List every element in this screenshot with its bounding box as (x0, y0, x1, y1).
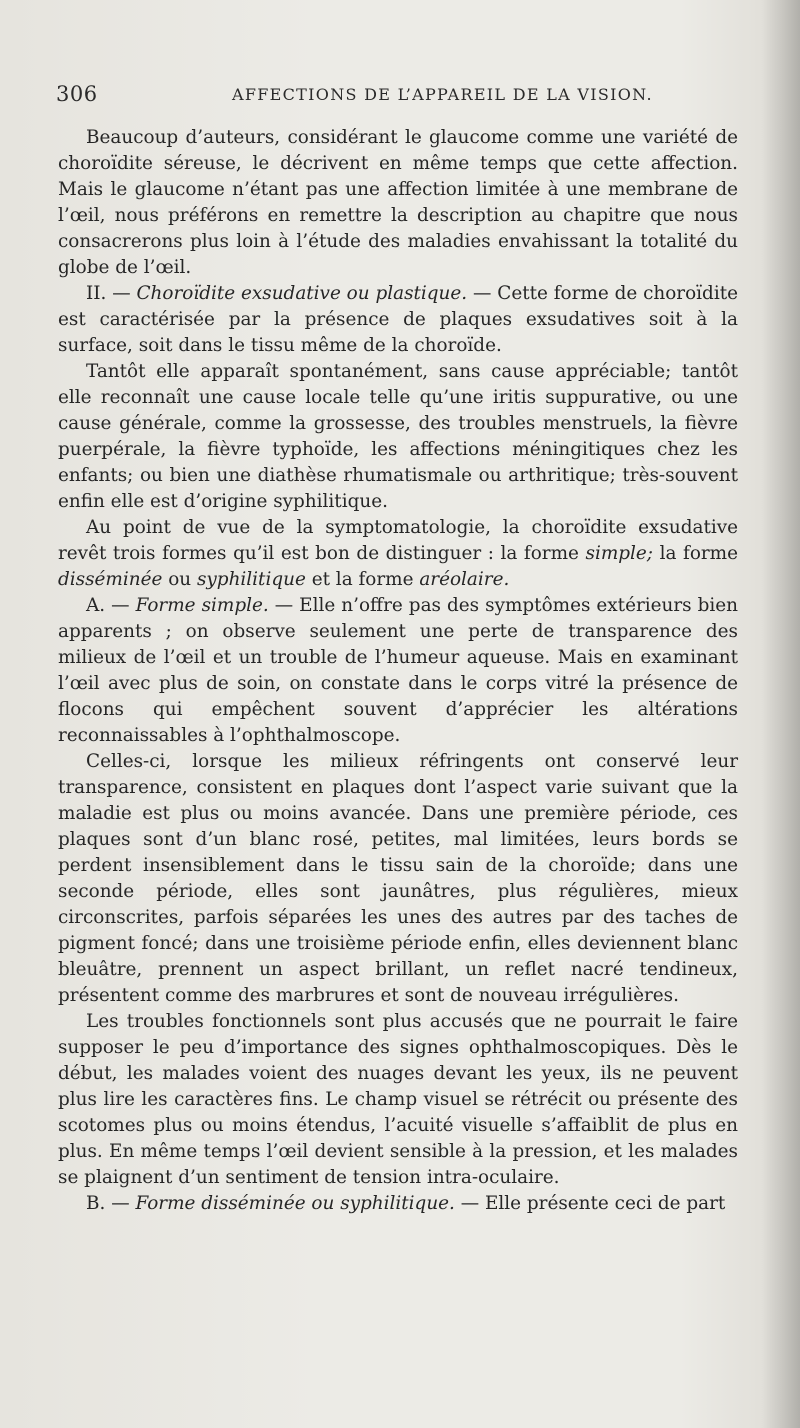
text-run: ou (162, 569, 197, 590)
italic-text-run: Choroïdite exsudative ou plastique. (136, 283, 468, 304)
paragraph-forme-simple (58, 593, 738, 749)
italic-text-run: aréolaire. (419, 569, 510, 590)
text-run: et la forme (305, 569, 420, 590)
text-run: Celles-ci, lorsque les milieux réfringents ont conservé leur transparence, consistent en plaques dont l’aspect varie suivant que la maladie est plus ou moins avancée. Dans une première période, ces plaques sont d’un blanc rosé, petites, mal limitées, leurs bords se perdent insensiblement dans le tissu sain de la choroïde; dans une seconde période, elles sont jaunâtres, plus régulières, mieux circonscrites, parfois séparées les unes des autres par des taches de pigment foncé; dans une troisième période enfin, elles deviennent blanc bleuâtre, prennent un aspect brillant, un reflet nacré tendineux, présentent comme des marbrures et sont de nouveau irrégulières. (58, 751, 738, 1006)
italic-text-run: simple; (585, 543, 654, 564)
text-run: A. — (86, 595, 136, 616)
page-number: 306 (56, 82, 98, 106)
text-run: — Elle n’offre pas des symptômes extérieurs bien apparents ; on observe seulement une perte de transparence des milieux de l’œil et un trouble de l’humeur aqueuse. Mais en examinant l’œil avec plus de soin, on constate dans le corps vitré la présence de flocons qui empêchent souvent d’apprécier les altérations reconnaissables à l’ophthalmoscope. (58, 595, 738, 746)
paragraph-trois-formes (58, 515, 738, 593)
paragraph-plaques (58, 749, 738, 1009)
text-run: Tantôt elle apparaît spontanément, sans cause appréciable; tantôt elle reconnaît une cause locale telle qu’une iritis suppurative, ou une cause générale, comme la grossesse, des troubles menstruels, la fièvre puerpérale, la fièvre typhoïde, les affections méningitiques chez les enfants; ou bien une diathèse rhumatismale ou arthritique; très-souvent enfin elle est d’origine syphilitique. (58, 361, 738, 512)
text-run: — Elle présente ceci de part (454, 1193, 726, 1214)
italic-text-run: Forme disséminée ou syphilitique. (135, 1193, 455, 1214)
running-head: AFFECTIONS DE L’APPAREIL DE LA VISION. (232, 85, 653, 104)
paragraph-forme-disseminee (58, 1191, 738, 1217)
text-run: Au point de vue de la symptomatologie, la choroïdite exsudative revêt trois formes qu’il est bon de distinguer : la forme (58, 517, 738, 564)
text-run: B. — (86, 1193, 136, 1214)
page-header (56, 82, 756, 112)
paragraph-troubles-fonctionnels (58, 1009, 738, 1191)
text-run: — Cette forme de choroïdite est caractérisée par la présence de plaques exsudatives soit à la surface, soit dans le tissu même de la choroïde. (58, 283, 738, 356)
page-gutter-shadow (762, 0, 800, 1428)
text-run: Beaucoup d’auteurs, considérant le glaucome comme une variété de choroïdite séreuse, le décrivent en même temps que cette affection. Mais le glaucome n’étant pas une affection limitée à une membrane de l’œil, nous préférons en remettre la description au chapitre que nous consacrerons plus loin à l’étude des maladies envahissant la totalité du globe de l’œil. (58, 127, 738, 278)
text-run: Les troubles fonctionnels sont plus accusés que ne pourrait le faire supposer le peu d’importance des signes ophthalmoscopiques. Dès le début, les malades voient des nuages devant les yeux, ils ne peuvent plus lire les caractères fins. Le champ visuel se rétrécit ou présente des scotomes plus ou moins étendus, l’acuité visuelle s’affaiblit de plus en plus. En même temps l’œil devient sensible à la pression, et les malades se plaignent d’un sentiment de tension intra-oculaire. (58, 1011, 738, 1188)
paragraph-choroidite-exsudative (58, 281, 738, 359)
text-run: la forme (653, 543, 739, 564)
text-run: II. — (86, 283, 137, 304)
italic-text-run: syphilitique (196, 569, 306, 590)
italic-text-run: disséminée (58, 569, 163, 590)
paragraph-causes (58, 359, 738, 515)
italic-text-run: Forme simple. (135, 595, 269, 616)
body-text (58, 125, 738, 1217)
paragraph-glaucome (58, 125, 738, 281)
